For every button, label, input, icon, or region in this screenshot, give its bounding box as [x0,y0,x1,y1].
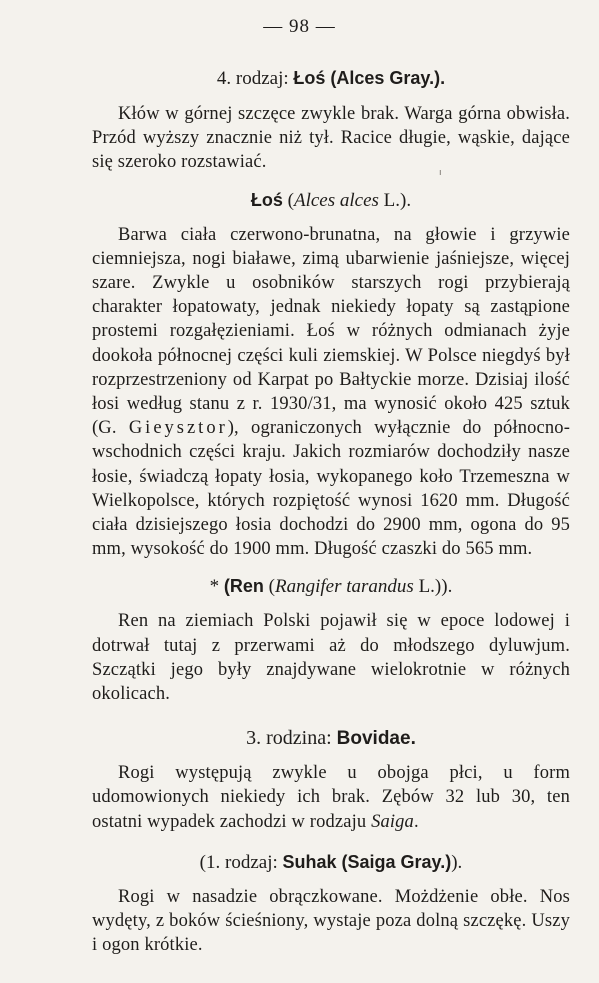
genus-heading-prefix: (1. rodzaj: [199,851,283,873]
text-column [92,66,570,957]
genus-heading-name: Łoś (Alces Gray.). [293,68,446,88]
species-author: L.). [378,189,412,211]
genus-heading-name: Suhak (Saiga Gray.) [282,851,452,872]
genus-heading-suffix: ). [451,851,463,873]
genus-name-saiga: Saiga [371,811,414,832]
species-description-ren: Ren na ziemiach Polski pojawił się w epoce lodowej i dotrwał tutaj z przerwami aż do młodszego dyluwjum. Szczątki jego były znajdywane wielokrotnie w różnych okolicach. [92,611,570,705]
species-latin-name: Rangifer tarandus [275,576,414,598]
family-description-bovidae [92,761,570,834]
species-author: L.)). [413,576,453,598]
species-description-los [92,223,570,562]
cited-author-name: Gieysztor [128,418,228,439]
family-heading-bovidae [92,726,570,751]
species-heading-los [92,188,570,213]
genus-description-alces: Kłów w górnej szczęce zwykle brak. Warga górna obwisła. Przód wyższy znacznie niż tył. Racice długie, wąskie, dające się szeroko rozstawiać. [92,104,570,173]
species-description-part-a: Barwa ciała czerwono-brunatna, na głowie i grzywie ciemniejsza, nogi białawe, zimą ubarwienie jaśniejsze, więcej szare. Zwykle u osobników starszych rogi przybierają charakter łopatowaty, jednak niekiedy łopaty są zastąpione prostemi rozgałęzieniami. Łoś w różnych odmianach żyje dookoła północnej części kuli ziemskiej. W Polsce niegdyś był rozprzestrzeniony od Karpat po Bałtyckie morze. Dzisiaj ilość łosi według stanu z r. 1930/31, ma wynosić około 425 sztuk (G. [92,224,570,439]
species-paren-open: ( [263,576,275,598]
genus-heading-saiga [92,850,570,875]
family-description-part-a: Rogi występują zwykle u obojga płci, u form udomowionych niekiedy ich brak. Zębów 32 lub 30, ten ostatni wypadek zachodzi w rodzaju [92,763,570,832]
species-latin-name: Alces alces [293,189,379,211]
genus-description-saiga: Rogi w nasadzie obrączkowane. Możdżenie obłe. Nos wydęty, z boków ścieśniony, wystaje poza dolną szczękę. Uszy i ogon krótkie. [92,886,570,956]
species-common-name: Łoś [250,189,283,210]
family-heading-prefix: 3. rodzina: [246,727,337,750]
species-common-name: (Ren [223,576,264,597]
extinct-marker: * [209,576,224,598]
genus-heading-prefix: 4. rodzaj: [216,68,294,89]
species-paren-open: ( [282,189,294,211]
family-heading-name: Bovidae. [336,728,416,750]
genus-heading-alces [92,66,570,91]
species-description-part-b: ), ograniczonych wyłącznie do północno-wschodnich części kraju. Jakich rozmiarów dochodziły nasze łosie, świadczą łopaty łosia, wykopanego koło Trzemeszna w Wielkopolsce, których rozpiętość wynosi 1620 mm. Długość ciała dzisiejszego łosia dochodzi do 2900 mm, ogona do 95 mm, wysokość do 1900 mm. Długość czaszki do 565 mm. [92,418,571,560]
page-number: — 98 — [263,16,336,37]
species-heading-ren [92,574,570,599]
stray-print-mark: ı [439,168,442,178]
family-description-part-b: . [413,811,419,832]
